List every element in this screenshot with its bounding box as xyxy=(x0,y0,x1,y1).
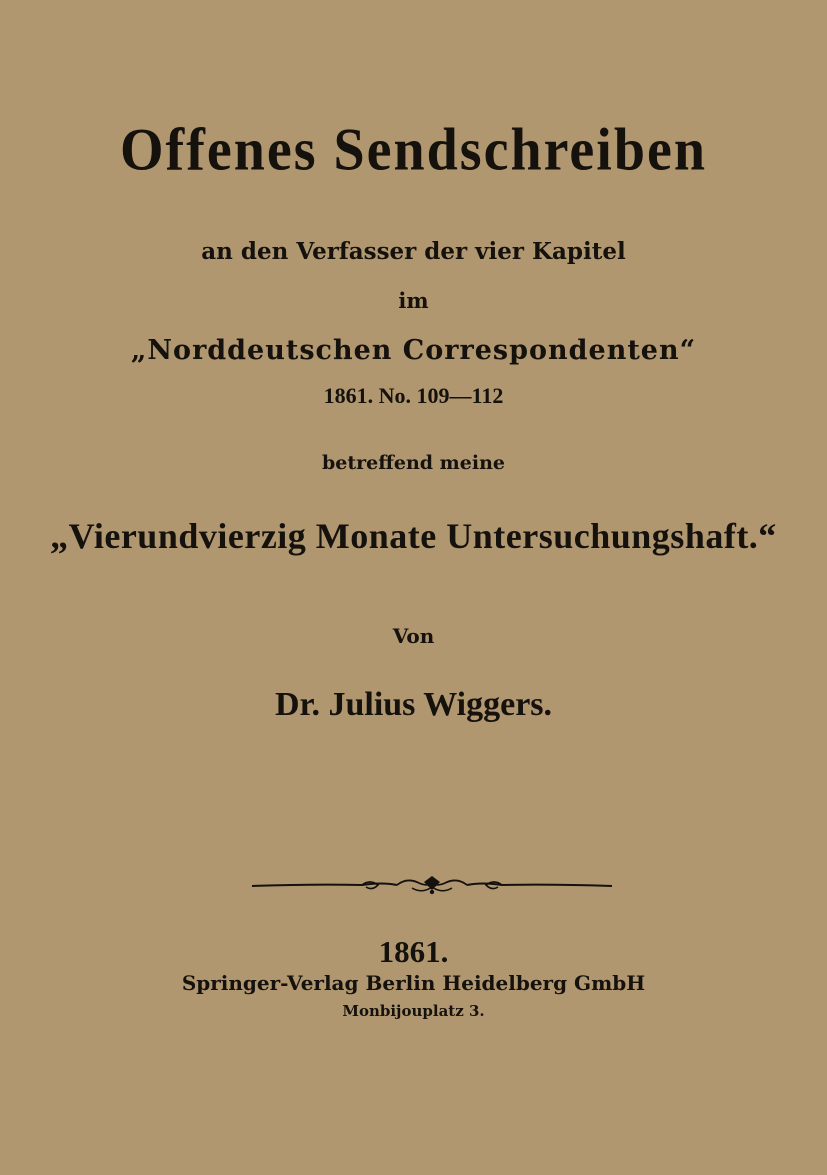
publisher-address: Monbijouplatz 3. xyxy=(342,1002,485,1020)
publication-year: 1861. xyxy=(378,934,449,969)
author-name: Dr. Julius Wiggers. xyxy=(274,686,553,723)
work-title: „Vierundvierzig Monate Untersuchungshaft.“ xyxy=(50,516,777,556)
subtitle-line-1: an den Verfasser der vier Kapitel xyxy=(201,238,626,265)
regarding-line: betreffend meine xyxy=(322,452,505,474)
ornamental-divider xyxy=(252,872,612,900)
book-title: Offenes Sendschreiben xyxy=(120,116,707,184)
publisher: Springer-Verlag Berlin Heidelberg GmbH xyxy=(181,971,646,995)
newspaper-name: „Norddeutschen Correspondenten“ xyxy=(130,335,697,366)
by-line: Von xyxy=(392,624,435,648)
subtitle-line-2: im xyxy=(398,288,429,313)
issue-reference: 1861. No. 109—112 xyxy=(323,383,504,408)
